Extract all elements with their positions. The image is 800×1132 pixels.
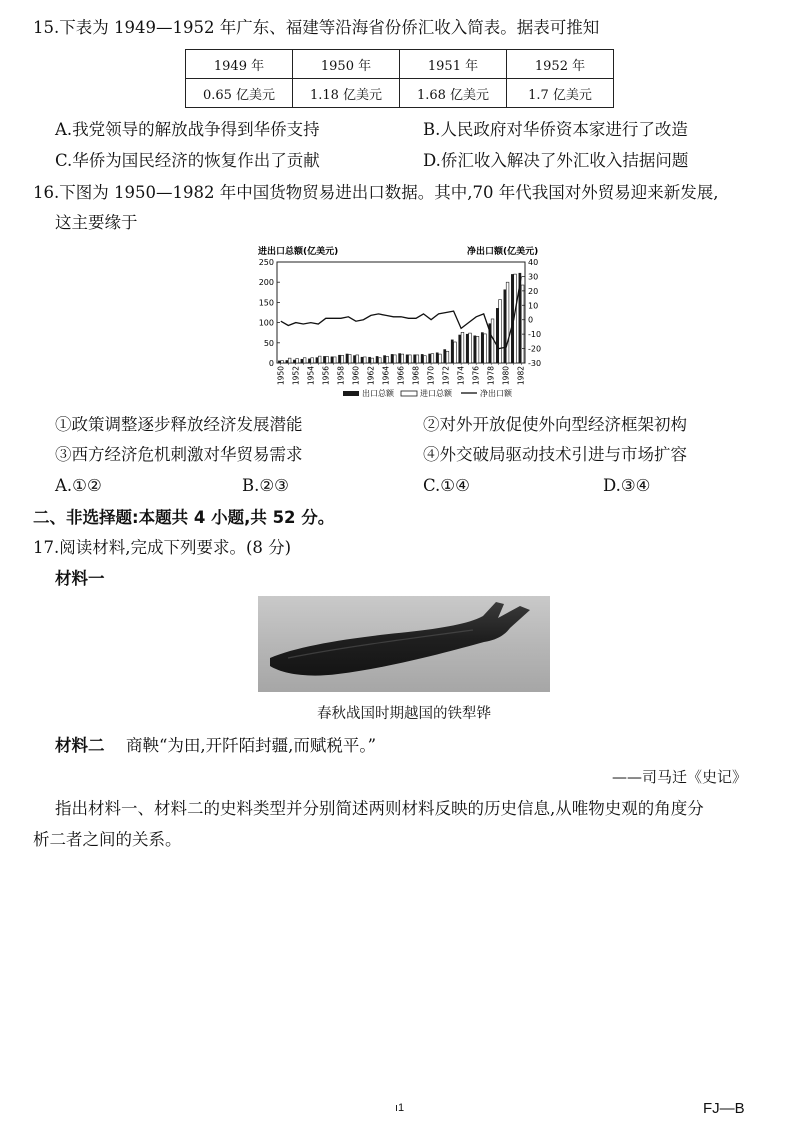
import-bar xyxy=(461,332,464,363)
q16-item-2: ②对外开放促使外向型经济框架初构 xyxy=(423,415,687,434)
x-tick-label: 1968 xyxy=(411,366,421,386)
import-bar xyxy=(386,357,389,363)
export-bar xyxy=(421,354,424,363)
q17-task-line1: 指出材料一、材料二的史料类型并分别简述两则材料反映的历史信息,从唯物史观的角度分 xyxy=(55,799,704,818)
export-bar xyxy=(323,356,326,363)
import-bar xyxy=(446,351,449,363)
import-bar xyxy=(521,285,524,363)
x-tick-label: 1974 xyxy=(456,366,466,386)
export-bar xyxy=(436,352,439,363)
x-tick-label: 1966 xyxy=(396,366,406,386)
import-bar xyxy=(393,355,396,363)
import-bar xyxy=(326,357,329,363)
import-bar xyxy=(439,354,442,363)
q17-stem: 17.阅读材料,完成下列要求。(8 分) xyxy=(33,538,292,557)
import-bar xyxy=(311,358,314,363)
material-2-text: 商鞅“为田,开阡陌封疆,而赋税平。” xyxy=(126,736,377,755)
import-bar xyxy=(401,354,404,363)
import-bar xyxy=(281,361,284,363)
q16-item-4: ④外交破局驱动技术引进与市场扩容 xyxy=(423,445,687,464)
import-bar xyxy=(469,333,472,363)
export-bar xyxy=(376,356,379,363)
import-bar xyxy=(499,300,502,363)
table-header-cell: 1950 年 xyxy=(293,50,400,79)
import-bar xyxy=(424,356,427,363)
table-cell: 0.65 亿美元 xyxy=(186,79,293,108)
import-bar xyxy=(318,356,321,363)
x-tick-label: 1982 xyxy=(516,366,526,386)
x-tick-label: 1962 xyxy=(366,366,376,386)
section-title: 二、非选择题:本题共 4 小题,共 52 分。 xyxy=(33,508,335,527)
y-tick-label: 200 xyxy=(258,278,274,288)
remittance-table xyxy=(185,49,614,108)
export-bar xyxy=(504,289,507,363)
import-bar xyxy=(416,355,419,363)
export-bar xyxy=(481,332,484,363)
y-tick-label: 150 xyxy=(258,298,274,308)
export-bar xyxy=(428,354,431,363)
x-tick-label: 1970 xyxy=(426,366,436,386)
import-bar xyxy=(288,358,291,363)
export-bar xyxy=(308,359,311,363)
export-bar xyxy=(398,353,401,363)
table-cell: 1.68 亿美元 xyxy=(400,79,507,108)
import-bar xyxy=(454,342,457,363)
export-bar xyxy=(383,355,386,363)
material-2-source: ——司马迁《史记》 xyxy=(612,768,748,786)
import-bar xyxy=(296,359,299,363)
table-row xyxy=(186,79,614,108)
table-header-row xyxy=(186,50,614,79)
export-bar xyxy=(443,349,446,363)
import-bar xyxy=(476,336,479,363)
export-bar xyxy=(353,355,356,363)
y-tick-label: 0 xyxy=(268,359,274,368)
q16-option-d[interactable]: D.③④ xyxy=(603,476,651,495)
import-bar xyxy=(409,355,412,363)
x-tick-label: 1972 xyxy=(441,366,451,386)
x-tick-label: 1956 xyxy=(321,366,331,386)
export-bar xyxy=(368,357,371,363)
legend-net-label: 净出口额 xyxy=(480,389,512,398)
table-header-cell: 1949 年 xyxy=(186,50,293,79)
q16-item-3: ③西方经济危机刺激对华贸易需求 xyxy=(55,445,303,464)
photo-caption: 春秋战国时期越国的铁犁铧 xyxy=(317,706,491,722)
page-mark: ı1 xyxy=(395,1102,405,1114)
y2-tick-label: 0 xyxy=(528,315,534,325)
export-bar xyxy=(301,359,304,363)
x-tick-label: 1964 xyxy=(381,366,391,386)
y-tick-label: 250 xyxy=(258,258,274,267)
plowshare-illustration xyxy=(258,596,550,692)
import-bar xyxy=(484,334,487,363)
export-bar xyxy=(458,335,461,363)
q15-stem: 15.下表为 1949—1952 年广东、福建等沿海省份侨汇收入简表。据表可推知 xyxy=(33,18,600,37)
legend-export-label: 出口总额 xyxy=(362,389,394,398)
export-bar xyxy=(346,354,349,363)
paper-code: FJ—B xyxy=(703,1100,745,1117)
import-bar xyxy=(303,358,306,363)
export-bar xyxy=(406,355,409,363)
q16-option-a[interactable]: A.①② xyxy=(55,476,102,495)
q15-option-a[interactable]: A.我党领导的解放战争得到华侨支持 xyxy=(55,120,320,139)
material-1-label: 材料一 xyxy=(55,569,105,588)
x-tick-label: 1954 xyxy=(306,366,316,386)
import-bar xyxy=(356,355,359,363)
legend-import-label: 进口总额 xyxy=(420,389,452,398)
chart-y2label: 净出口额(亿美元) xyxy=(467,247,539,257)
export-bar xyxy=(293,360,296,363)
y2-tick-label: -30 xyxy=(528,359,542,368)
export-bar xyxy=(286,360,289,363)
y-tick-label: 50 xyxy=(263,338,274,348)
q16-item-1: ①政策调整逐步释放经济发展潜能 xyxy=(55,415,303,434)
q17-task-line2: 析二者之间的关系。 xyxy=(33,830,182,849)
table-header-cell: 1952 年 xyxy=(507,50,614,79)
iron-plowshare-photo xyxy=(258,596,550,692)
material-2-label: 材料二 xyxy=(55,736,105,755)
y-tick-label: 100 xyxy=(258,318,274,328)
table-header-cell: 1951 年 xyxy=(400,50,507,79)
export-bar xyxy=(413,355,416,363)
import-bar xyxy=(506,282,509,363)
chart-ylabel: 进出口总额(亿美元) xyxy=(258,247,339,257)
y2-tick-label: 20 xyxy=(528,286,539,296)
y2-tick-label: 40 xyxy=(528,258,539,267)
export-bar xyxy=(391,354,394,363)
import-bar xyxy=(363,357,366,363)
export-bar xyxy=(361,357,364,363)
q15-option-b[interactable]: B.人民政府对华侨资本家进行了改造 xyxy=(423,120,688,139)
q16-option-c[interactable]: C.①④ xyxy=(423,476,470,495)
legend-import-swatch xyxy=(401,391,417,396)
import-bar xyxy=(333,357,336,363)
import-bar xyxy=(491,319,494,363)
y2-tick-label: 30 xyxy=(528,272,539,282)
import-bar xyxy=(341,355,344,363)
x-tick-label: 1960 xyxy=(351,366,361,386)
q16-stem-line1: 16.下图为 1950—1982 年中国货物贸易进出口数据。其中,70 年代我国对外贸易迎来新发展, xyxy=(33,183,719,202)
x-tick-label: 1950 xyxy=(276,366,286,386)
export-bar xyxy=(466,334,469,363)
import-bar xyxy=(378,358,381,363)
trade-chart xyxy=(255,243,550,403)
legend-export-swatch xyxy=(343,391,359,396)
y2-tick-label: -20 xyxy=(528,344,542,354)
x-tick-label: 1952 xyxy=(291,366,301,386)
export-bar xyxy=(473,336,476,363)
export-bar xyxy=(331,357,334,363)
q15-option-d[interactable]: D.侨汇收入解决了外汇收入拮据问题 xyxy=(423,151,689,170)
y2-tick-label: -10 xyxy=(528,330,542,340)
y2-tick-label: 10 xyxy=(528,301,539,311)
export-bar xyxy=(316,357,319,363)
table-cell: 1.18 亿美元 xyxy=(293,79,400,108)
export-bar xyxy=(338,355,341,363)
import-bar xyxy=(371,358,374,363)
x-tick-label: 1978 xyxy=(486,366,496,386)
x-tick-label: 1980 xyxy=(501,366,511,386)
export-bar xyxy=(496,308,499,363)
import-bar xyxy=(348,355,351,363)
plot-frame xyxy=(277,262,525,363)
export-bar xyxy=(451,340,454,363)
x-tick-label: 1976 xyxy=(471,366,481,386)
table-cell: 1.7 亿美元 xyxy=(507,79,614,108)
import-bar xyxy=(431,354,434,363)
q16-stem-line2: 这主要缘于 xyxy=(55,213,138,232)
q15-option-c[interactable]: C.华侨为国民经济的恢复作出了贡献 xyxy=(55,151,320,170)
x-tick-label: 1958 xyxy=(336,366,346,386)
q16-option-b[interactable]: B.②③ xyxy=(242,476,289,495)
